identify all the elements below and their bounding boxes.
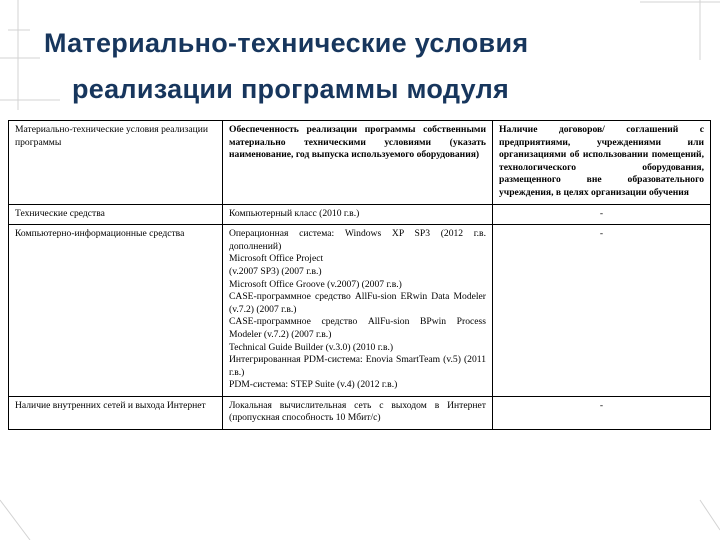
provision-line: Операционная система: Windows XP SP3 (2012 г.в. дополнений) bbox=[229, 228, 486, 252]
row-provision bbox=[223, 204, 493, 225]
title-line-2: реализации программы модуля bbox=[72, 74, 510, 104]
provision-line: (v.2007 SP3) (2007 г.в.) bbox=[229, 265, 322, 277]
provision-line: Technical Guide Builder (v.3.0) (2010 г.в.) bbox=[229, 341, 394, 353]
provision-line: CASE-программное средство AllFu-sion ERwin Data Modeler (v.7.2) (2007 г.в.) bbox=[229, 291, 486, 315]
provision-line: Microsoft Office Groove (v.2007) (2007 г.в.) bbox=[229, 278, 402, 290]
header-conditions: Материально-технические условия реализации программы bbox=[9, 121, 223, 205]
row-condition: Компьютерно-информационные средства bbox=[9, 225, 223, 397]
row-agreements: - bbox=[493, 225, 711, 397]
row-condition: Технические средства bbox=[9, 204, 223, 225]
table-header-row bbox=[9, 121, 711, 205]
header-agreements: Наличие договоров/ соглашений с предприятиями, учреждениями или организациями об использовании помещений, технологического оборудования, размещенного вне образовательного учреждения, в целях организации обучения bbox=[493, 121, 711, 205]
header-provision: Обеспеченность реализации программы собственными материально техническими условиями (указать наименование, год выпуска используемого оборудования) bbox=[223, 121, 493, 205]
provision-line: PDM-система: STEP Suite (v.4) (2012 г.в.) bbox=[229, 379, 398, 391]
title-line-1: Материально-технические условия bbox=[44, 28, 529, 58]
provision-line: Компьютерный класс (2010 г.в.) bbox=[229, 207, 360, 219]
conditions-table bbox=[8, 120, 711, 430]
table-row bbox=[9, 225, 711, 397]
row-provision bbox=[223, 225, 493, 397]
provision-line: Microsoft Office Project bbox=[229, 253, 324, 265]
row-provision bbox=[223, 396, 493, 429]
provision-line: Интегрированная PDM-система: Enovia SmartTeam (v.5) (2011 г.в.) bbox=[229, 354, 486, 378]
row-agreements: - bbox=[493, 204, 711, 225]
row-condition: Наличие внутренних сетей и выхода Интернет bbox=[9, 396, 223, 429]
table-row bbox=[9, 204, 711, 225]
provision-line: CASE-программное средство AllFu-sion BPwin Process Modeler (v.7.2) (2007 г.в.) bbox=[229, 316, 486, 340]
provision-line: Локальная вычислительная сеть с выходом в Интернет (пропускная способность 10 Мбит/с) bbox=[229, 399, 486, 424]
table-row bbox=[9, 396, 711, 429]
row-agreements: - bbox=[493, 396, 711, 429]
